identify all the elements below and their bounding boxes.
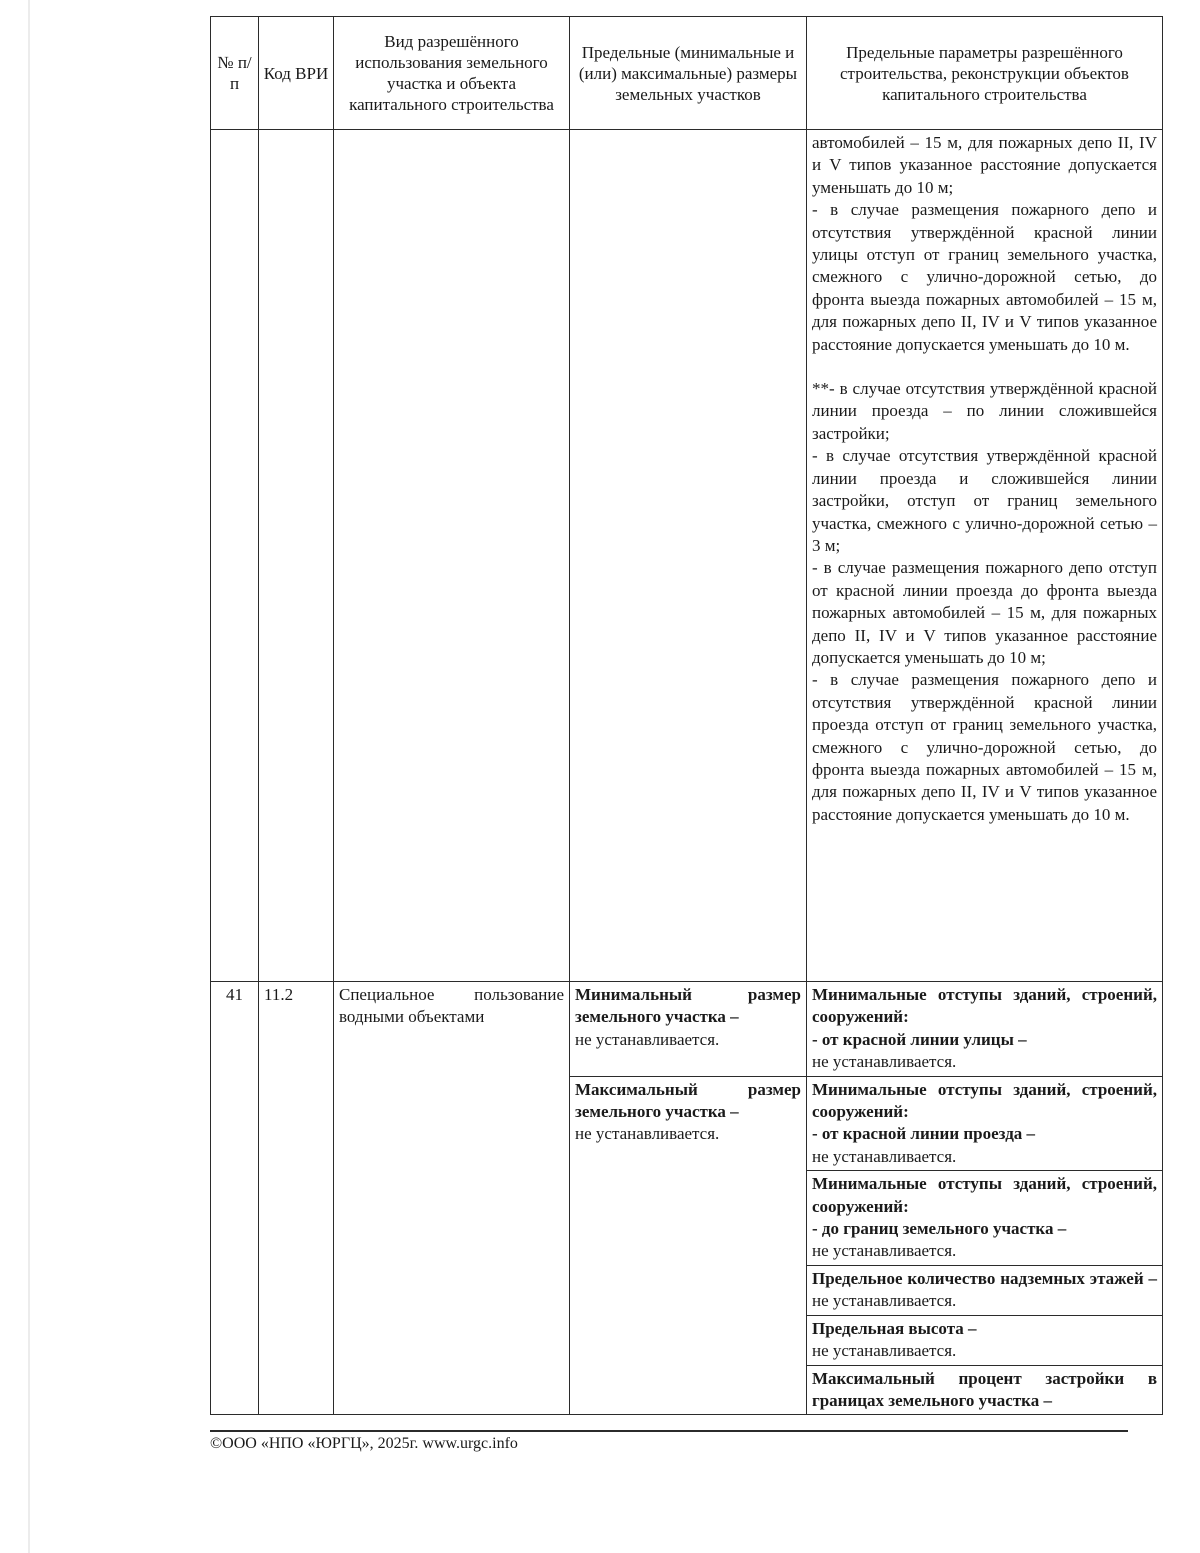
- param-label: Минимальные отступы зданий, строений, сооружений:: [812, 1079, 1157, 1122]
- row-number: 41: [211, 982, 259, 1415]
- param-cell: [807, 1171, 1163, 1266]
- row-code: 11.2: [259, 982, 334, 1415]
- header-code: Код ВРИ: [259, 17, 334, 130]
- param-value: не устанавливается.: [812, 1146, 957, 1166]
- header-construction-params: Предельные параметры разрешённого строительства, реконструкции объектов капитального строительства: [807, 17, 1163, 130]
- continuation-params-cell: [807, 130, 1163, 982]
- continuation-paragraph: - в случае размещения пожарного депо и отсутствия утверждённой красной линии улицы отступ от границ земельного участка, смежного с улично-дорожной сетью, до фронта выезда пожарных автомобилей – 15 м, для пожарных депо II, IV и V типов указанное расстояние допускается уменьшать до 10 м.: [812, 200, 1157, 354]
- param-sublabel: - до границ земельного участка –: [812, 1219, 1067, 1239]
- param-value: не устанавливается.: [812, 1241, 957, 1261]
- max-plot-size-label: Максимальный размер земельного участка –: [575, 1079, 801, 1122]
- continuation-number-cell: [211, 130, 259, 982]
- param-value: не устанавливается.: [812, 1291, 957, 1311]
- param-label: Минимальные отступы зданий, строений, сооружений:: [812, 1174, 1157, 1216]
- min-plot-size-cell: [570, 982, 807, 1077]
- param-label: Предельное количество надземных этажей –: [812, 1268, 1157, 1288]
- zoning-regulations-table: [210, 16, 1163, 1415]
- header-use-type: Вид разрешённого использования земельного участка и объекта капитального строительства: [334, 17, 570, 130]
- param-value: не устанавливается.: [812, 1052, 957, 1072]
- param-cell: [807, 1076, 1163, 1171]
- continuation-paragraph: - в случае размещения пожарного депо отступ от красной линии проезда до фронта выезда пожарных автомобилей – 15 м, для пожарных депо II, IV и V типов указанное расстояние допускается уменьшать до 10 м;: [812, 558, 1157, 667]
- continuation-paragraph: автомобилей – 15 м, для пожарных депо II, IV и V типов указанное расстояние допускается уменьшать до 10 м;: [812, 133, 1157, 197]
- table-header-row: [211, 17, 1163, 130]
- param-cell: [807, 1315, 1163, 1365]
- param-label: Предельная высота –: [812, 1318, 977, 1338]
- param-cell: [807, 982, 1163, 1077]
- continuation-type-cell: [334, 130, 570, 982]
- continuation-sizes-cell: [570, 130, 807, 982]
- page-footer: ©ООО «НПО «ЮРГЦ», 2025г. www.urgc.info: [210, 1435, 518, 1452]
- param-value: не устанавливается.: [812, 1341, 957, 1361]
- scan-edge: [28, 0, 30, 1553]
- table-row-continuation: [211, 130, 1163, 982]
- param-label: Максимальный процент застройки в границах земельного участка –: [812, 1368, 1157, 1410]
- min-plot-size-value: не устанавливается.: [575, 1029, 720, 1049]
- param-cell: [807, 1365, 1163, 1415]
- continuation-paragraph: **- в случае отсутствия утверждённой красной линии проезда – по линии сложившейся застройки;: [812, 379, 1157, 443]
- param-sublabel: - от красной линии проезда –: [812, 1124, 1036, 1144]
- param-sublabel: - от красной линии улицы –: [812, 1029, 1027, 1049]
- max-plot-size-cell: [570, 1076, 807, 1415]
- header-number: № п/п: [211, 17, 259, 130]
- min-plot-size-label: Минимальный размер земельного участка –: [575, 985, 801, 1027]
- footer-divider: [210, 1430, 1128, 1432]
- header-plot-sizes: Предельные (минимальные и (или) максимальные) размеры земельных участков: [570, 17, 807, 130]
- continuation-paragraph: - в случае отсутствия утверждённой красной линии проезда и сложившейся линии застройки, отступ от границ земельного участка, смежного с улично-дорожной сетью – 3 м;: [812, 446, 1157, 555]
- continuation-paragraph: - в случае размещения пожарного депо и отсутствия утверждённой красной линии проезда отступ от границ земельного участка, смежного с улично-дорожной сетью, до фронта выезда пожарных автомобилей – 15 м, для пожарных депо II, IV и V типов указанное расстояние допускается уменьшать до 10 м.: [812, 670, 1157, 824]
- table-row-41: [211, 982, 1163, 1077]
- blank-line: [812, 356, 1157, 378]
- param-cell: [807, 1265, 1163, 1315]
- param-label: Минимальные отступы зданий, строений, сооружений:: [812, 985, 1157, 1027]
- row-use-type: Специальное пользование водными объектами: [334, 982, 570, 1415]
- max-plot-size-value: не устанавливается.: [575, 1124, 720, 1144]
- continuation-code-cell: [259, 130, 334, 982]
